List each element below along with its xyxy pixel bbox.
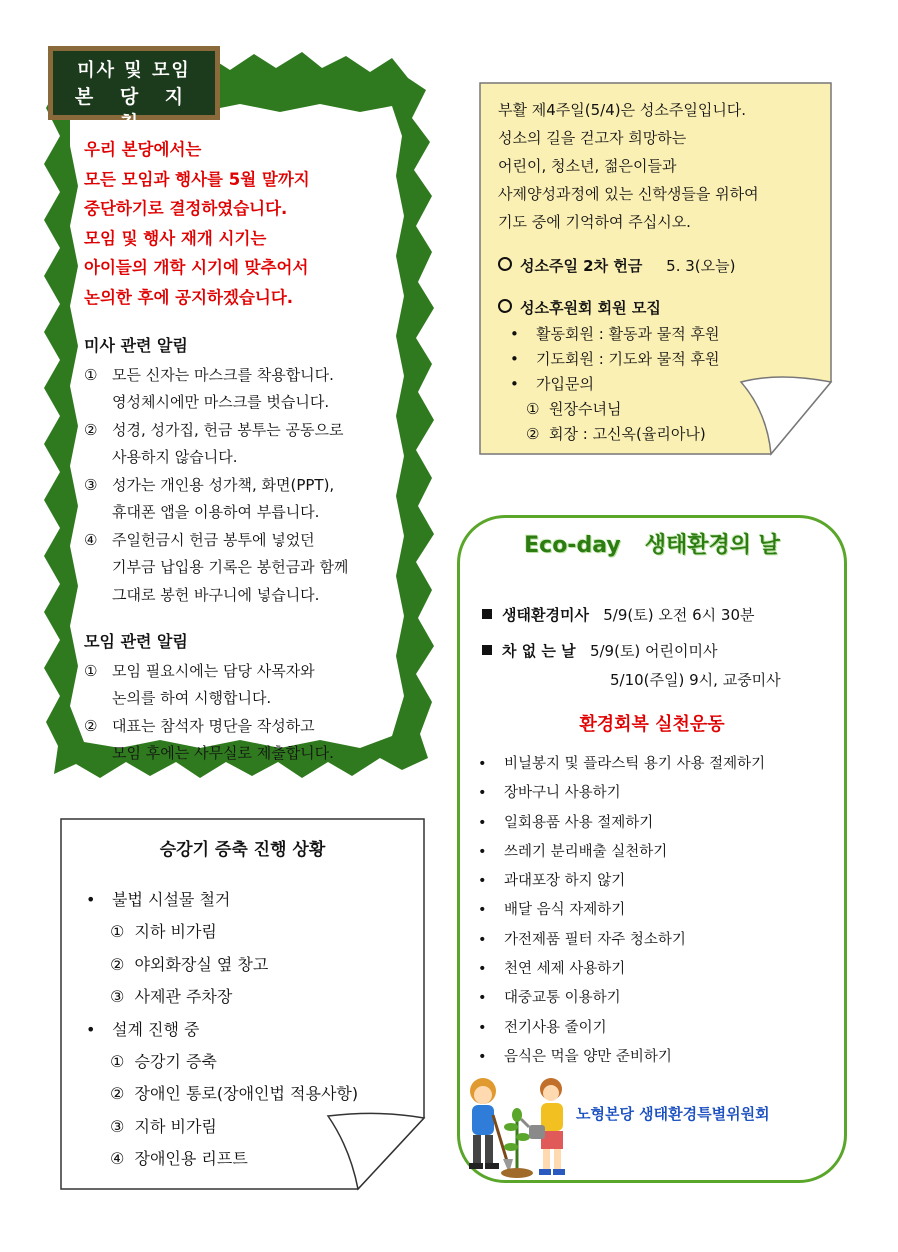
item-line: 주일헌금시 헌금 봉투에 넣었던 (112, 530, 315, 549)
mass-item (84, 417, 414, 472)
eco-title-ko: 생태환경의 날 (644, 533, 780, 558)
eco-nocar-row (482, 633, 832, 669)
vocation-intro-line: 사제양성과정에 있는 신학생들을 위하여 (498, 185, 759, 203)
lift-item (86, 1143, 416, 1175)
dot-bullet-icon: • (478, 785, 487, 802)
eco-mass-row (482, 597, 832, 633)
lift-item (86, 981, 416, 1013)
recruit-item (510, 322, 823, 347)
contact-item (510, 397, 823, 422)
recruit-item-text: 기도회원 : 기도와 물적 후원 (536, 350, 720, 368)
item-line: 모든 신자는 마스크를 착용합니다. (112, 365, 334, 384)
dot-bullet-icon: • (478, 1048, 487, 1065)
contact-item (510, 422, 823, 447)
eco-practice-list (478, 750, 838, 1072)
dot-bullet-icon: • (510, 350, 519, 368)
item-number: ④ (110, 1149, 125, 1169)
item-line: 영성체시에만 마스크를 벗습니다. (112, 393, 330, 411)
eco-nocar-time: 5/9(토) 어린이미사 (589, 642, 718, 660)
item-text: 장애인 통로(장애인법 적용사항) (134, 1084, 359, 1104)
recruit-item-text: 가입문의 (536, 375, 594, 393)
mass-item (84, 362, 414, 417)
circle-bullet-icon (498, 257, 512, 271)
meeting-notice-title: 모임 관련 알림 (84, 632, 188, 651)
eco-schedule (482, 597, 832, 691)
item-text: 사제관 주차장 (134, 987, 233, 1007)
meeting-item (84, 658, 414, 713)
item-line: 모임 필요시에는 담당 사목자와 (112, 661, 315, 680)
practice-text: 일회용품 사용 절제하기 (504, 814, 654, 831)
meeting-notice-section (84, 628, 414, 768)
dot-bullet-icon: • (478, 1019, 487, 1036)
recruit-item (510, 347, 823, 372)
item-number: ③ (110, 1116, 125, 1136)
item-number: ② (110, 1084, 125, 1104)
red-line: 아이들의 개학 시기에 맞추어서 (84, 258, 309, 277)
vocation-intro-line: 기도 중에 기억하여 주십시오. (498, 213, 691, 231)
red-line: 논의한 후에 공지하겠습니다. (84, 287, 294, 307)
square-bullet-icon (482, 609, 492, 619)
header-line2: 본 당 지 침 (74, 86, 194, 134)
item-text: 승강기 증축 (134, 1052, 217, 1072)
gardening-children-illustration (463, 1075, 575, 1183)
practice-item (478, 1014, 838, 1043)
practice-text: 과대포장 하지 않기 (504, 873, 626, 890)
contact-number: ② (526, 425, 540, 443)
practice-item (478, 984, 838, 1013)
recruit-item (510, 372, 823, 397)
eco-nocar-time: 5/10(주일) 9시, 교중미사 (610, 671, 781, 689)
practice-item (478, 896, 838, 925)
group-label-text: 불법 시설물 철거 (112, 890, 231, 909)
eco-mass-label: 생태환경미사 (502, 606, 589, 624)
item-number: ① (84, 661, 98, 680)
item-line: 논의를 하여 시행합니다. (112, 689, 272, 707)
item-line: 성가는 개인용 성가책, 화면(PPT), (112, 475, 335, 494)
red-line: 모든 모임과 행사를 5월 말까지 (84, 169, 310, 189)
red-notice (84, 135, 414, 312)
item-line: 대표는 참석자 명단을 작성하고 (112, 716, 315, 735)
practice-item (478, 779, 838, 808)
lift-item (86, 916, 416, 948)
recruit-row (498, 294, 823, 322)
item-number: ② (84, 716, 98, 735)
practice-text: 장바구니 사용하기 (504, 785, 621, 802)
eco-title-en: Eco-day (524, 533, 621, 558)
header-line1: 미사 및 모임 (77, 60, 191, 81)
meeting-item (84, 713, 414, 768)
contact-text: 원장수녀님 (549, 400, 622, 418)
dot-bullet-icon: • (478, 843, 487, 860)
item-number: ③ (110, 987, 125, 1007)
dot-bullet-icon: • (86, 1019, 96, 1039)
practice-text: 대중교통 이용하기 (504, 990, 621, 1007)
vocation-intro-line: 성소의 길을 걷고자 희망하는 (498, 129, 687, 147)
item-line: 모임 후에는 사무실로 제출합니다. (112, 744, 334, 762)
eco-committee-signature: 노형본당 생태환경특별위원회 (576, 1105, 770, 1123)
lift-item (86, 1078, 416, 1110)
item-line: 휴대폰 앱을 이용하여 부릅니다. (112, 503, 320, 521)
item-line: 그대로 봉헌 바구니에 넣습니다. (112, 585, 320, 604)
practice-item (478, 955, 838, 984)
vocation-intro-line: 어린이, 청소년, 젊은이들과 (498, 157, 677, 175)
practice-text: 전기사용 줄이기 (504, 1019, 607, 1036)
practice-item (478, 809, 838, 838)
item-text: 장애인용 리프트 (134, 1149, 248, 1169)
recruit-label: 성소후원회 회원 모집 (520, 299, 661, 317)
contact-text: 회장 : 고신옥(율리아나) (549, 425, 706, 443)
dot-bullet-icon: • (478, 961, 487, 978)
item-line: 성경, 성가집, 헌금 봉투는 공동으로 (112, 420, 344, 439)
dot-bullet-icon: • (86, 890, 96, 909)
mass-item (84, 472, 414, 527)
dot-bullet-icon: • (510, 375, 519, 393)
item-number: ① (110, 922, 125, 942)
practice-item (478, 750, 838, 779)
practice-text: 배달 음식 자제하기 (504, 902, 626, 919)
item-number: ③ (84, 475, 98, 494)
lift-status-title: 승강기 증축 진행 상황 (159, 840, 326, 860)
eco-nocar-row-2 (482, 669, 832, 691)
mass-notice-section (84, 332, 414, 609)
red-line: 우리 본당에서는 (84, 140, 202, 159)
lift-item (86, 1046, 416, 1078)
dot-bullet-icon: • (510, 325, 519, 343)
practice-text: 음식은 먹을 양만 준비하기 (504, 1048, 672, 1065)
item-text: 지하 비가림 (134, 922, 217, 942)
eco-practice-title: 환경회복 실천운동 (579, 714, 725, 735)
eco-nocar-label: 차 없 는 날 (502, 642, 576, 660)
practice-text: 가전제품 필터 자주 청소하기 (504, 931, 686, 948)
eco-mass-time: 5/9(토) 오전 6시 30분 (603, 606, 755, 624)
item-number: ① (84, 365, 98, 384)
item-text: 지하 비가림 (134, 1116, 217, 1136)
practice-text: 천연 세제 사용하기 (504, 961, 626, 978)
item-number: ② (84, 420, 98, 439)
collection-row (498, 252, 823, 280)
dot-bullet-icon: • (478, 990, 487, 1007)
recruit-item-text: 활동회원 : 활동과 물적 후원 (536, 325, 720, 343)
practice-item (478, 867, 838, 896)
mass-item (84, 527, 414, 610)
red-line: 중단하기로 결정하였습니다. (84, 199, 288, 218)
lift-group-label (86, 1014, 416, 1046)
collection-date: 5. 3(오늘) (666, 257, 736, 275)
collection-label: 성소주일 2차 헌금 (520, 257, 643, 275)
dot-bullet-icon: • (478, 873, 487, 890)
group-label-text: 설계 진행 중 (112, 1019, 200, 1039)
dot-bullet-icon: • (478, 756, 487, 772)
mass-notice-title: 미사 관련 알림 (84, 336, 188, 355)
vocation-intro-line: 부활 제4주일(5/4)은 성소주일입니다. (498, 101, 747, 119)
practice-item (478, 1043, 838, 1072)
lift-item (86, 1111, 416, 1143)
vocation-note (498, 96, 823, 447)
practice-text: 비닐봉지 및 플라스틱 용기 사용 절제하기 (504, 756, 766, 772)
item-line: 기부금 납입용 기록은 봉헌금과 함께 (112, 558, 349, 576)
lift-group-label (86, 884, 416, 916)
dot-bullet-icon: • (478, 814, 487, 831)
lift-item (86, 949, 416, 981)
practice-text: 쓰레기 분리배출 실천하기 (504, 843, 668, 860)
contact-number: ① (526, 400, 540, 418)
item-text: 야외화장실 옆 창고 (134, 954, 269, 974)
item-number: ① (110, 1052, 125, 1072)
item-line: 사용하지 않습니다. (112, 448, 238, 466)
item-number: ② (110, 954, 125, 974)
circle-bullet-icon (498, 299, 512, 313)
red-line: 모임 및 행사 재개 시기는 (84, 228, 267, 248)
lift-status-list (86, 884, 416, 1176)
notice-blackboard-header (48, 46, 220, 134)
dot-bullet-icon: • (478, 902, 487, 919)
item-number: ④ (84, 530, 98, 549)
practice-item (478, 926, 838, 955)
practice-item (478, 838, 838, 867)
eco-day-title (457, 528, 847, 559)
square-bullet-icon (482, 645, 492, 655)
dot-bullet-icon: • (478, 931, 487, 948)
